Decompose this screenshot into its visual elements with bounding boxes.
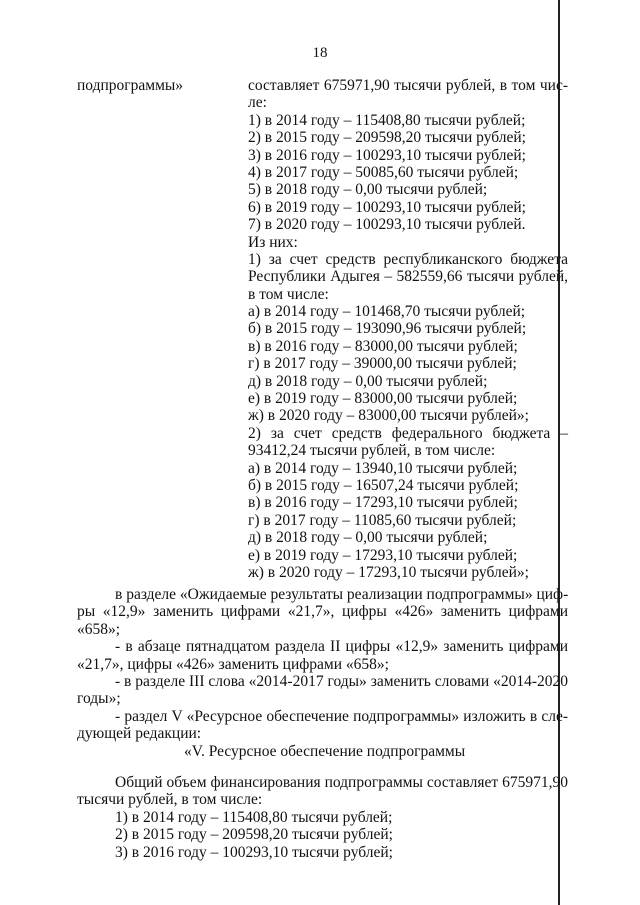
list-item: 6) в 2019 году – 100293,10 тысячи рублей;	[248, 198, 526, 216]
list-item: а) в 2014 году – 101468,70 тысячи рублей;	[248, 303, 526, 321]
list-item: г) в 2017 году – 11085,60 тысячи рублей;	[248, 511, 517, 529]
funding-details-column	[248, 77, 568, 581]
list-item: в) в 2016 году – 17293,10 тысячи рублей;	[248, 494, 518, 512]
page-number: 18	[312, 45, 328, 61]
list-item: 3) в 2016 году – 100293,10 тысячи рублей;	[248, 146, 526, 164]
paragraph-line: тысячи рублей, в том числе:	[77, 791, 263, 809]
table-row-label: подпрограммы»	[77, 77, 184, 94]
list-item: ж) в 2020 году – 17293,10 тысячи рублей»;	[248, 563, 529, 581]
text-line: Республики Адыгея – 582559,66 тысячи рублей,	[248, 268, 568, 286]
list-item: в) в 2016 году – 83000,00 тысячи рублей;	[248, 337, 518, 355]
list-item: б) в 2015 году – 16507,24 тысячи рублей;	[248, 476, 519, 494]
paragraph-line: в разделе «Ожидаемые результаты реализации подпрограммы» циф-	[115, 586, 569, 603]
list-item: г) в 2017 году – 39000,00 тысячи рублей;	[248, 355, 517, 373]
text-line: 2) за счет средств федерального бюджета –	[248, 424, 568, 442]
list-item: 1) в 2014 году – 115408,80 тысячи рублей;	[248, 111, 526, 129]
paragraph-line: ры «12,9» заменить цифрами «21,7», цифры «426» заменить цифрами	[77, 603, 568, 621]
list-item: 4) в 2017 году – 50085,60 тысячи рублей;	[248, 163, 519, 181]
list-item: е) в 2019 году – 17293,10 тысячи рублей;	[248, 546, 518, 564]
section-body	[77, 774, 568, 861]
paragraph-line: «658»;	[77, 620, 121, 638]
text-line: составляет 675971,90 тысячи рублей, в том чис-	[248, 77, 568, 94]
list-item: 3) в 2016 году – 100293,10 тысячи рублей;	[115, 843, 393, 861]
paragraph-line: - в абзаце пятнадцатом раздела II цифры «12,9» заменить цифрами	[115, 638, 568, 656]
paragraph-line: годы»;	[77, 690, 121, 708]
paragraph-line: - в разделе III слова «2014-2017 годы» заменить словами «2014-2020	[115, 672, 568, 690]
list-item: 2) в 2015 году – 209598,20 тысячи рублей;	[115, 826, 393, 844]
paragraph-line: «21,7», цифры «426» заменить цифрами «658»;	[77, 655, 389, 673]
list-item: 5) в 2018 году – 0,00 тысячи рублей;	[248, 181, 488, 199]
text-line: Из них:	[248, 233, 298, 251]
paragraph-line: дующей редакции:	[77, 725, 202, 743]
text-line: в том числе:	[248, 285, 329, 303]
list-item: 2) в 2015 году – 209598,20 тысячи рублей;	[248, 129, 526, 147]
list-item: ж) в 2020 году – 83000,00 тысячи рублей»;	[248, 407, 529, 425]
list-item: д) в 2018 году – 0,00 тысячи рублей;	[248, 372, 488, 390]
list-item: е) в 2019 году – 83000,00 тысячи рублей;	[248, 390, 518, 408]
text-line: 93412,24 тысячи рублей, в том числе:	[248, 442, 496, 460]
paragraph-line: Общий объем финансирования подпрограммы составляет 675971,90	[115, 774, 568, 791]
text-line: 1) за счет средств республиканского бюджета	[248, 250, 568, 268]
text-line: ле:	[248, 94, 267, 112]
amendments-block	[77, 586, 568, 760]
list-item: б) в 2015 году – 193090,96 тысячи рублей;	[248, 320, 527, 338]
list-item: 1) в 2014 году – 115408,80 тысячи рублей;	[115, 808, 393, 826]
list-item: а) в 2014 году – 13940,10 тысячи рублей;	[248, 459, 518, 477]
list-item: 7) в 2020 году – 100293,10 тысячи рублей.	[248, 216, 526, 234]
section-heading: «V. Ресурсное обеспечение подпрограммы	[184, 742, 466, 760]
paragraph-line: - раздел V «Ресурсное обеспечение подпрограммы» изложить в сле-	[115, 707, 568, 725]
list-item: д) в 2018 году – 0,00 тысячи рублей;	[248, 529, 488, 547]
